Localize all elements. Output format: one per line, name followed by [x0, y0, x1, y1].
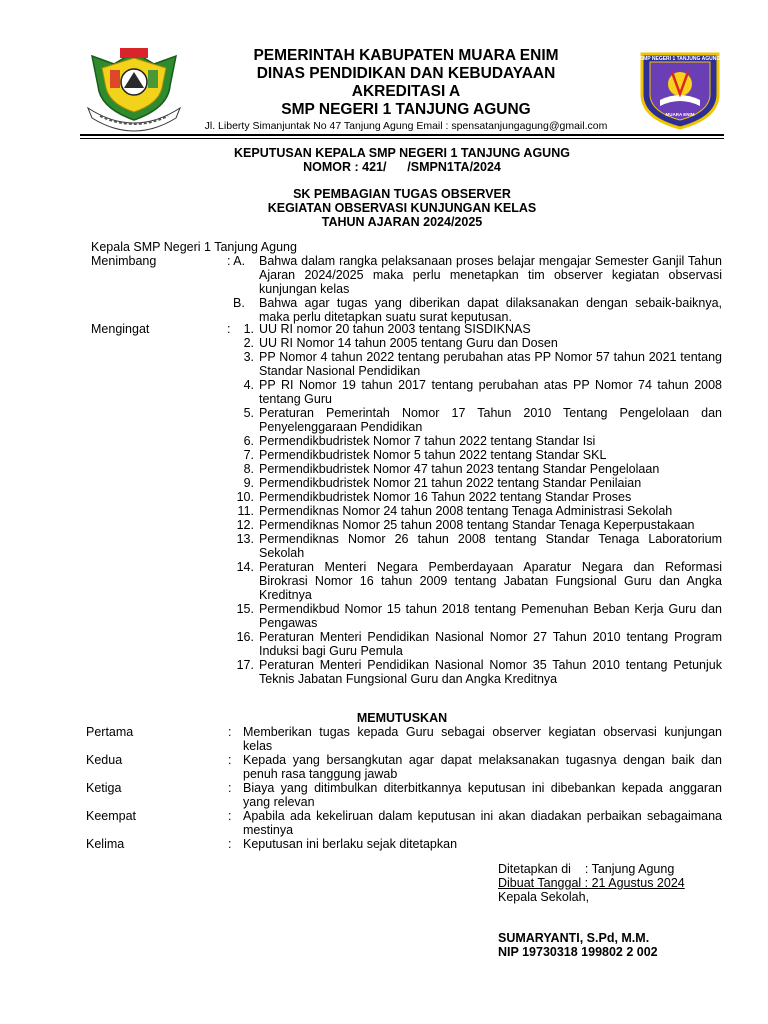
mengingat-item-number: 5. [243, 406, 254, 420]
mengingat-item [243, 462, 722, 476]
menimbang-marker-b: B. [233, 296, 245, 310]
mengingat-item [236, 630, 722, 658]
mengingat-item-number: 16. [236, 630, 254, 644]
menimbang-point-b: Bahwa agar tugas yang diberikan dapat dilaksanakan dengan sebaik-baiknya, maka perlu ditetapkan suatu surat keputusan. [259, 296, 722, 324]
mengingat-item-number: 10. [236, 490, 254, 504]
mengingat-item [236, 602, 722, 630]
mengingat-item-text: Permendikbudristek Nomor 16 Tahun 2022 tentang Standar Proses [259, 490, 632, 504]
decision-label: Kedua [86, 753, 123, 767]
mengingat-item [236, 518, 722, 532]
mengingat-item [236, 532, 722, 560]
mengingat-item [236, 490, 722, 504]
decision-text: Memberikan tugas kepada Guru sebagai observer kegiatan observasi kunjungan kelas [243, 725, 722, 753]
mengingat-item [243, 336, 722, 350]
letterhead-department: DINAS PENDIDIKAN DAN KEBUDAYAAN [256, 65, 556, 82]
signature-name: SUMARYANTI, S.Pd, M.M. [498, 931, 650, 945]
mengingat-item-number: 15. [236, 602, 254, 616]
signature-date: Dibuat Tanggal : 21 Agustus 2024 [498, 876, 685, 890]
mengingat-item-text: UU RI nomor 20 tahun 2003 tentang SISDIKNAS [259, 322, 531, 336]
mengingat-item-text: Permendiknas Nomor 26 tahun 2008 tentang Standar Tenaga Laboratorium Sekolah [259, 532, 722, 560]
decision-text: Kepada yang bersangkutan agar dapat melaksanakan tugasnya dengan baik dan penuh rasa tanggung jawab [243, 753, 722, 781]
decision-label: Pertama [86, 725, 134, 739]
mengingat-item-text: Permendikbudristek Nomor 5 tahun 2022 tentang Standar SKL [259, 448, 607, 462]
smpn1-tanjung-agung-school-logo [638, 50, 722, 130]
letterhead [190, 47, 622, 133]
decision-label: Ketiga [86, 781, 122, 795]
decree-subject-3: TAHUN AJARAN 2024/2025 [321, 215, 483, 229]
mengingat-item-text: Peraturan Menteri Pendidikan Nasional Nomor 35 Tahun 2010 tentang Petunjuk Teknis Jabatan Fungsional Guru dan Angka Kreditnya [259, 658, 722, 686]
letterhead-rule-thick [80, 134, 724, 136]
mengingat-item-number: 3. [243, 350, 254, 364]
mengingat-item-number: 2. [243, 336, 254, 350]
mengingat-item-number: 17. [236, 658, 254, 672]
mengingat-item-number: 4. [243, 378, 254, 392]
mengingat-item-text: PP Nomor 4 tahun 2022 tentang perubahan atas PP Nomor 57 tahun 2021 tentang Standar Nasional Pendidikan [259, 350, 722, 378]
decision-text: Keputusan ini berlaku sejak ditetapkan [243, 837, 458, 851]
mengingat-item-text: Permendikbudristek Nomor 47 tahun 2023 tentang Standar Pengelolaan [259, 462, 660, 476]
mengingat-item-text: Peraturan Menteri Negara Pemberdayaan Aparatur Negara dan Reformasi Birokrasi Nomor 16 tahun 2009 tentang Jabatan Fungsional Guru dan Angka Kreditnya [259, 560, 722, 602]
mengingat-item-text: Peraturan Pemerintah Nomor 17 Tahun 2010 Tentang Pengelolaan dan Penyelenggaraan Pendidikan [259, 406, 722, 434]
mengingat-item [243, 434, 722, 448]
mengingat-item-number: 6. [243, 434, 254, 448]
mengingat-item-number: 8. [243, 462, 254, 476]
mengingat-item-number: 12. [236, 518, 254, 532]
mengingat-item-text: Permendiknas Nomor 24 tahun 2008 tentang Tenaga Administrasi Sekolah [259, 504, 673, 518]
letterhead-accreditation: AKREDITASI A [351, 83, 461, 100]
mengingat-item [243, 406, 722, 434]
muara-enim-regency-crest-logo [80, 46, 188, 132]
decision-colon: : [228, 781, 232, 795]
mengingat-label: Mengingat [91, 322, 150, 336]
mengingat-item-text: Permendikbudristek Nomor 7 tahun 2022 tentang Standar Isi [259, 434, 596, 448]
logo-right-text: SMP NEGERI 1 TANJUNG AGUNG [639, 56, 721, 62]
mengingat-item-text: Permendikbud Nomor 15 tahun 2018 tentang Pemenuhan Beban Kerja Guru dan Pengawas [259, 602, 722, 630]
mengingat-item [243, 322, 722, 336]
mengingat-item-number: 1. [243, 322, 254, 336]
mengingat-item [243, 448, 722, 462]
mengingat-colon: : [227, 322, 231, 336]
mengingat-item-text: Permendiknas Nomor 25 tahun 2008 tentang Standar Tenaga Keperpustakaan [259, 518, 695, 532]
menimbang-point-a: Bahwa dalam rangka pelaksanaan proses belajar mengajar Semester Ganjil Tahun Ajaran 2024/2025 maka perlu menetapkan tim observer kegiatan observasi kunjungan kelas [259, 254, 722, 296]
decision-colon: : [228, 725, 232, 739]
decree-subject-1: SK PEMBAGIAN TUGAS OBSERVER [293, 187, 511, 201]
letterhead-school-name: SMP NEGERI 1 TANJUNG AGUNG [281, 101, 531, 118]
mengingat-item [236, 658, 722, 686]
letterhead-address: Jl. Liberty Simanjuntak No 47 Tanjung Agung Email : spensatanjungagung@gmail.com [204, 120, 608, 132]
menimbang-label: Menimbang [91, 254, 157, 268]
mengingat-item-number: 11. [237, 504, 254, 518]
decree-issuer: Kepala SMP Negeri 1 Tanjung Agung [91, 240, 297, 254]
mengingat-item [243, 378, 722, 406]
decree-title: KEPUTUSAN KEPALA SMP NEGERI 1 TANJUNG AGUNG [234, 146, 570, 160]
letterhead-government: PEMERINTAH KABUPATEN MUARA ENIM [253, 47, 559, 64]
mengingat-item [236, 560, 722, 602]
letterhead-rule-thin [80, 138, 724, 139]
mengingat-list [236, 322, 722, 686]
mengingat-item-text: PP RI Nomor 19 tahun 2017 tentang perubahan atas PP Nomor 74 tahun 2008 tentang Guru [259, 378, 722, 406]
decision-label: Keempat [86, 809, 137, 823]
signature-nip: NIP 19730318 199802 2 002 [498, 945, 658, 959]
mengingat-item-number: 14. [236, 560, 254, 574]
mengingat-item [237, 504, 722, 518]
decision-text: Apabila ada kekeliruan dalam keputusan ini akan diadakan perbaikan sebagaimana mestinya [243, 809, 722, 837]
decision-text: Biaya yang ditimbulkan diterbitkannya keputusan ini dibebankan kepada anggaran yang relevan [243, 781, 722, 809]
logo-right-bottom-text: MUARA ENIM [665, 112, 695, 117]
decree-number: NOMOR : 421/ /SMPN1TA/2024 [303, 160, 501, 174]
decision-label: Kelima [86, 837, 125, 851]
mengingat-item-text: UU RI Nomor 14 tahun 2005 tentang Guru dan Dosen [259, 336, 558, 350]
mengingat-item [243, 476, 722, 490]
mengingat-item-text: Permendikbudristek Nomor 21 tahun 2022 tentang Standar Penilaian [259, 476, 642, 490]
mengingat-item-number: 9. [243, 476, 254, 490]
mengingat-item [243, 350, 722, 378]
menimbang-colon-a: : A. [227, 254, 246, 268]
decision-colon: : [228, 837, 232, 851]
mengingat-item-text: Peraturan Menteri Pendidikan Nasional Nomor 27 Tahun 2010 tentang Program Induksi bagi Guru Pemula [259, 630, 722, 658]
decision-colon: : [228, 753, 232, 767]
signature-position: Kepala Sekolah, [498, 890, 590, 904]
signature-place: Ditetapkan di : Tanjung Agung [498, 862, 675, 876]
mengingat-item-number: 13. [236, 532, 254, 546]
decision-colon: : [228, 809, 232, 823]
memutuskan-heading: MEMUTUSKAN [356, 711, 448, 725]
mengingat-item-number: 7. [243, 448, 254, 462]
decree-subject-2: KEGIATAN OBSERVASI KUNJUNGAN KELAS [267, 201, 537, 215]
